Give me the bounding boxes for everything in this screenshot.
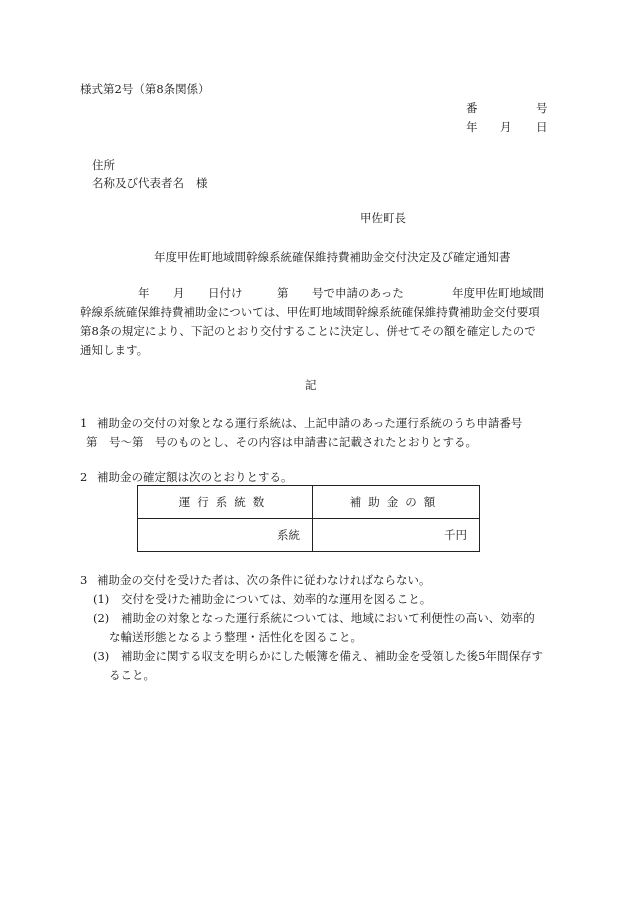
body-year: 年 (138, 286, 150, 300)
page-title: 年度甲佐町地域間幹線系統確保維持費補助金交付決定及び確定通知書 (154, 250, 511, 264)
sub1-line-1: 交付を受けた補助金については、効率的な運用を図ること。 (121, 592, 432, 606)
subsidy-amount-table (137, 485, 480, 552)
body-line-3: 第8条の規定により、下記のとおり交付することに決定し、併せてその額を確定したので (80, 324, 536, 338)
header-subsidy-amount: 補助金の額 (313, 486, 480, 519)
table-row (138, 519, 480, 552)
item1-line-2: 第 号～第 号のものとし、その内容は申請書に記載されたとおりとする。 (86, 435, 477, 449)
date-day: 日 (536, 120, 548, 134)
body-dai: 第 (277, 286, 289, 300)
sub3-line-2: ること。 (109, 668, 155, 682)
recipient-name: 名称及び代表者名 (92, 176, 184, 190)
sub3-line-1: 補助金に関する収支を明らかにした帳簿を備え、補助金を受領した後5年間保存す (121, 649, 544, 663)
item1-line-1: 補助金の交付の対象となる運行系統は、上記申請のあった運行系統のうち申請番号 (97, 416, 523, 430)
body-month: 月 (173, 286, 185, 300)
body-line-4: 通知します。 (80, 343, 149, 357)
cell-route-count: 系統 (138, 519, 313, 552)
number-go: 号 (536, 101, 548, 115)
header-route-count: 運行系統数 (138, 486, 313, 519)
body-fiscal-year: 年度甲佐町地域間 (452, 286, 544, 300)
sub3-number: (3) (93, 649, 110, 663)
item1-number: 1 (80, 416, 88, 430)
number-ban: 番 (466, 101, 478, 115)
recipient-sama: 様 (196, 176, 208, 190)
sub2-line-2: な輸送形態となるよう整理・活性化を図ること。 (109, 630, 362, 644)
body-date: 日付け (208, 286, 243, 300)
item2-text: 補助金の確定額は次のとおりとする。 (97, 470, 293, 484)
item3-text: 補助金の交付を受けた者は、次の条件に従わなければならない。 (97, 573, 431, 587)
item3-number: 3 (80, 573, 88, 587)
item2-number: 2 (80, 470, 88, 484)
sub2-number: (2) (93, 611, 110, 625)
body-line-2: 幹線系統確保維持費補助金については、甲佐町地域間幹線系統確保維持費補助金交付要項 (80, 305, 540, 319)
sub1-number: (1) (93, 592, 110, 606)
table-header-row (138, 486, 480, 519)
recipient-address: 住所 (92, 158, 115, 172)
date-year: 年 (466, 120, 478, 134)
ki-heading: 記 (305, 378, 317, 392)
cell-subsidy-amount: 千円 (313, 519, 480, 552)
sub2-line-1: 補助金の対象となった運行系統については、地域において利便性の高い、効率的 (121, 611, 535, 625)
form-label: 様式第2号（第8条関係） (80, 82, 210, 96)
body-go: 号で申請のあった (312, 286, 404, 300)
issuer: 甲佐町長 (360, 211, 406, 225)
date-month: 月 (500, 120, 512, 134)
